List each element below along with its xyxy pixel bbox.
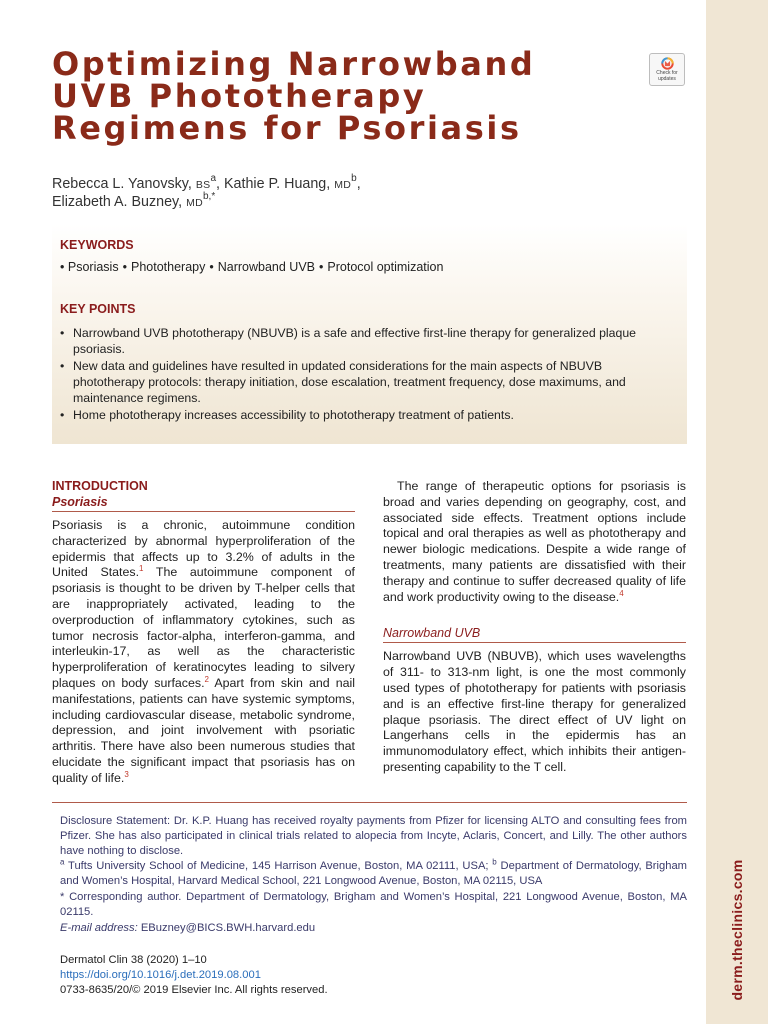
right-column <box>383 479 686 776</box>
affil-mark: b <box>492 857 497 867</box>
reference-link[interactable]: 4 <box>619 588 624 598</box>
article-title <box>52 45 612 147</box>
affiliations <box>60 859 687 889</box>
email-address[interactable]: EBuzney@BICS.BWH.harvard.edu <box>137 921 316 934</box>
paragraph-therapeutic-options <box>383 479 686 605</box>
title-line: Optimizing Narrowband <box>52 45 536 83</box>
badge-label <box>650 71 684 82</box>
bullet: • <box>319 260 324 274</box>
keyword: Protocol optimization <box>327 260 444 274</box>
nbuvb-subheading: Narrowband UVB <box>383 625 686 643</box>
paragraph-text: Psoriasis is a chronic, autoimmune condition characterized by abnormal hyperproliferation of the epidermis that affects up to 3.2% of adults in the United States. <box>52 518 355 580</box>
author-affil: a <box>210 173 217 185</box>
reference-link[interactable]: 2 <box>204 674 209 684</box>
email-line <box>60 921 687 936</box>
author-separator: , <box>356 176 361 192</box>
email-label: E-mail address: <box>60 921 138 934</box>
left-column <box>52 479 355 787</box>
paragraph-text: The range of therapeutic options for psoriasis is broad and varies depending on geography, cost, and associated side effects. Treatment options include topical and oral therapies as well as phototherapy and newer biologic medications. Despite a wide range of treatments, many patients are dissatisfied with their therapy and continue to suffer decreased quality of life and work productivity owing to the disease. <box>383 479 686 604</box>
keyword: Phototherapy <box>130 260 206 274</box>
author-affil: b,* <box>203 191 216 203</box>
check-updates-icon <box>661 57 674 70</box>
author-name: Rebecca L. Yanovsky, <box>52 176 192 192</box>
reference-link[interactable]: 1 <box>139 564 144 574</box>
bullet: • <box>209 260 214 274</box>
author-separator: , <box>216 176 224 192</box>
bullet: • <box>60 260 65 274</box>
badge-line2: updates <box>658 75 676 82</box>
key-points-heading: KEY POINTS <box>60 302 136 316</box>
paragraph-psoriasis <box>52 518 355 787</box>
key-point: • Narrowband UVB phototherapy (NBUVB) is a safe and effective first-line therapy for generalized plaque psoriasis. <box>60 325 675 357</box>
footnotes <box>52 802 687 936</box>
journal-citation: Dermatol Clin 38 (2020) 1–10 <box>60 954 207 966</box>
author-line <box>52 191 361 212</box>
paragraph-text: Apart from skin and nail manifestations, patients can have systemic symptoms, including cardiovascular disease, metabolic syndrome, depression, and joint involvement with psoriatic arthritis. There have also been numerous studies that elucidate the significant impact that psoriasis has on quality of life. <box>52 675 355 785</box>
affil-mark: a <box>60 857 65 867</box>
reference-link[interactable]: 3 <box>124 769 129 779</box>
keyword: Psoriasis <box>67 260 119 274</box>
affiliation-b: Department of Dermatology, Brigham and Women’s Hospital, Harvard Medical School, 221 Longwood Avenue, Boston, MA 02115, USA <box>60 860 688 888</box>
keyword: Narrowband UVB <box>217 260 315 274</box>
citation-block <box>60 953 328 998</box>
author-degree: MD <box>186 197 203 209</box>
title-line: UVB Phototherapy <box>52 77 427 115</box>
key-point: • New data and guidelines have resulted in updated considerations for the main aspects of NBUVB phototherapy protocols: therapy initiation, dose escalation, treatment frequency, dose maximums, and maintenance regimens. <box>60 358 675 406</box>
keywords-heading: KEYWORDS <box>60 238 134 252</box>
disclosure-statement: Disclosure Statement: Dr. K.P. Huang has received royalty payments from Pfizer for licensing ALTO and consulting fees from Pfizer. She has also participated in clinical trials related to alopecia from Incyte, Aclaris, Concert, and Lilly. The other authors have nothing to disclose. <box>60 815 687 857</box>
author-degree: MD <box>334 179 352 191</box>
corresponding-author: * Corresponding author. Department of Dermatology, Brigham and Women’s Hospital, 221 Longwood Avenue, Boston, MA 02115. <box>60 890 687 918</box>
author-list <box>52 173 361 212</box>
key-points-list <box>60 325 675 424</box>
key-point: • Home phototherapy increases accessibility to phototherapy treatment of patients. <box>60 407 675 423</box>
doi-link[interactable]: https://doi.org/10.1016/j.det.2019.08.001 <box>60 969 261 981</box>
copyright: 0733-8635/20/© 2019 Elsevier Inc. All rights reserved. <box>60 984 328 996</box>
keywords-list <box>60 260 443 274</box>
paragraph-nbuvb: Narrowband UVB (NBUVB), which uses wavelengths of 311- to 313-nm light, is one the most commonly used types of phototherapy for patients with psoriasis and is an effective first-line therapy for generalized plaque psoriasis. The direct effect of UV light on Langerhans cells in the epidermis has an immunomodulatory effect, which inhibits their antigen-presenting capability to the T cell. <box>383 649 686 774</box>
journal-url[interactable]: derm.theclinics.com <box>729 859 745 1001</box>
affiliation-a: Tufts University School of Medicine, 145 Harrison Avenue, Boston, MA 02111, USA; <box>64 860 493 873</box>
introduction-heading: INTRODUCTION <box>52 479 148 493</box>
author-degree: BS <box>195 179 211 191</box>
author-name: Kathie P. Huang, <box>223 176 331 192</box>
badge-line1: Check for <box>656 70 678 76</box>
check-for-updates-badge[interactable] <box>649 53 685 86</box>
paragraph-text: The autoimmune component of psoriasis is thought to be driven by T-helper cells that are inappropriately activated, leading to the overproduction of inflammatory cytokines, such as tumor necrosis factor-alpha, interferon-gamma, and interleukin-17, as well as the characteristic hyperproliferation of keratinocytes leading to silvery plaques on body surfaces. <box>52 565 355 690</box>
title-line: Regimens for Psoriasis <box>52 109 522 147</box>
psoriasis-subheading: Psoriasis <box>52 494 355 512</box>
bullet: • <box>122 260 127 274</box>
author-name: Elizabeth A. Buzney, <box>52 194 183 210</box>
author-affil: b <box>351 173 357 185</box>
